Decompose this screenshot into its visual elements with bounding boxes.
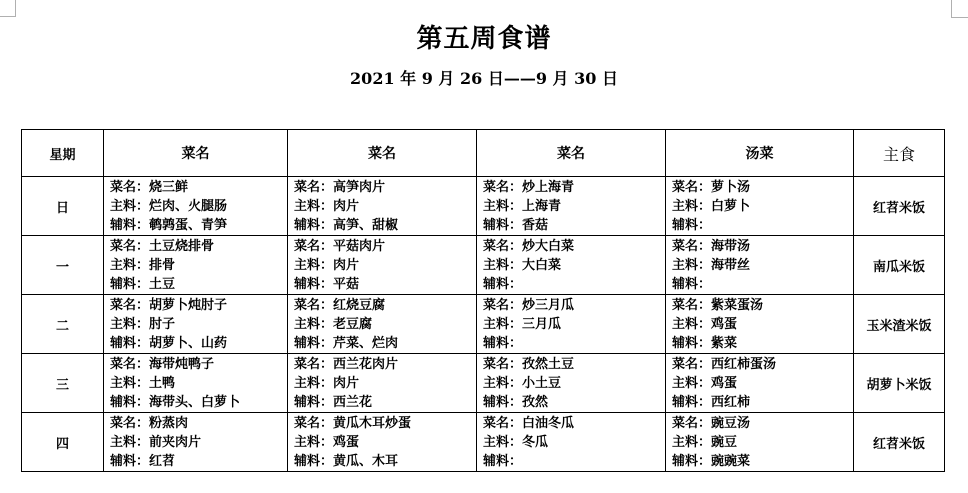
staple-cell: 南瓜米饭 xyxy=(854,236,945,295)
aux-ingredient: 辅料：胡萝卜、山药 xyxy=(110,335,228,351)
aux-ingredient: 辅料：高笋、甜椒 xyxy=(294,217,399,233)
dish-name: 菜名：西兰花肉片 xyxy=(294,356,399,372)
soup-cell xyxy=(666,177,854,236)
dish-cell xyxy=(104,295,288,354)
table-row xyxy=(22,177,945,236)
dish-details xyxy=(666,237,853,294)
main-ingredient: 主料：白萝卜 xyxy=(672,198,751,214)
header-soup: 汤菜 xyxy=(666,130,854,177)
dish-name: 菜名：平菇肉片 xyxy=(294,238,386,254)
soup-cell xyxy=(666,236,854,295)
dish-details xyxy=(666,178,853,235)
dish-details xyxy=(104,414,287,471)
aux-ingredient: 辅料： xyxy=(483,335,523,351)
header-row xyxy=(22,130,945,177)
dish-name: 菜名：西红柿蛋汤 xyxy=(672,356,777,372)
dish-details xyxy=(288,355,476,412)
dish-cell xyxy=(477,295,666,354)
aux-ingredient: 辅料：海带头、白萝卜 xyxy=(110,394,241,410)
page-corner-mark-left xyxy=(0,0,16,17)
dish-name: 菜名：土豆烧排骨 xyxy=(110,238,215,254)
page-corner-mark-right xyxy=(951,0,968,18)
dish-cell xyxy=(477,413,666,472)
main-ingredient: 主料：肉片 xyxy=(294,198,360,214)
dish-details xyxy=(477,355,665,412)
main-ingredient: 主料：海带丝 xyxy=(672,257,751,273)
dish-cell xyxy=(104,354,288,413)
dish-cell xyxy=(104,177,288,236)
aux-ingredient: 辅料：香菇 xyxy=(483,217,549,233)
staple-cell: 红苕米饭 xyxy=(854,413,945,472)
aux-ingredient: 辅料：西红柿 xyxy=(672,394,751,410)
header-staple: 主食 xyxy=(854,130,945,177)
dish-name: 菜名：炒大白菜 xyxy=(483,238,575,254)
main-ingredient: 主料：大白菜 xyxy=(483,257,562,273)
main-ingredient: 主料：前夹肉片 xyxy=(110,434,202,450)
staple-cell: 胡萝卜米饭 xyxy=(854,354,945,413)
aux-ingredient: 辅料：芹菜、烂肉 xyxy=(294,335,399,351)
table-row xyxy=(22,354,945,413)
dish-details xyxy=(477,296,665,353)
dish-details xyxy=(104,178,287,235)
main-ingredient: 主料：老豆腐 xyxy=(294,316,373,332)
dish-name: 菜名：豌豆汤 xyxy=(672,415,751,431)
day-cell: 一 xyxy=(22,236,104,295)
soup-cell xyxy=(666,354,854,413)
main-ingredient: 主料：三月瓜 xyxy=(483,316,562,332)
dish-name: 菜名：紫菜蛋汤 xyxy=(672,297,764,313)
main-ingredient: 主料：鸡蛋 xyxy=(672,316,738,332)
day-cell: 二 xyxy=(22,295,104,354)
main-ingredient: 主料：肉片 xyxy=(294,257,360,273)
dish-name: 菜名：海带汤 xyxy=(672,238,751,254)
soup-cell xyxy=(666,413,854,472)
table-row xyxy=(22,236,945,295)
main-ingredient: 主料：小土豆 xyxy=(483,375,562,391)
main-ingredient: 主料：土鸭 xyxy=(110,375,176,391)
aux-ingredient: 辅料：豌豌菜 xyxy=(672,453,751,469)
main-ingredient: 主料：鸡蛋 xyxy=(294,434,360,450)
dish-details xyxy=(477,414,665,471)
soup-cell xyxy=(666,295,854,354)
main-ingredient: 主料：鸡蛋 xyxy=(672,375,738,391)
dish-details xyxy=(288,178,476,235)
staple-cell: 玉米渣米饭 xyxy=(854,295,945,354)
menu-table xyxy=(21,129,945,472)
dish-cell xyxy=(288,236,477,295)
aux-ingredient: 辅料：红苕 xyxy=(110,453,176,469)
main-ingredient: 主料：肘子 xyxy=(110,316,176,332)
main-ingredient: 主料：肉片 xyxy=(294,375,360,391)
aux-ingredient: 辅料：黄瓜、木耳 xyxy=(294,453,399,469)
dish-name: 菜名：胡萝卜炖肘子 xyxy=(110,297,228,313)
main-ingredient: 主料：排骨 xyxy=(110,257,176,273)
aux-ingredient: 辅料：西兰花 xyxy=(294,394,373,410)
day-cell: 三 xyxy=(22,354,104,413)
table-row xyxy=(22,413,945,472)
dish-details xyxy=(288,414,476,471)
dish-cell xyxy=(477,236,666,295)
main-ingredient: 主料：豌豆 xyxy=(672,434,738,450)
dish-name: 菜名：孜然土豆 xyxy=(483,356,575,372)
dish-details xyxy=(666,355,853,412)
dish-cell xyxy=(104,413,288,472)
dish-name: 菜名：红烧豆腐 xyxy=(294,297,386,313)
aux-ingredient: 辅料：土豆 xyxy=(110,276,176,292)
dish-details xyxy=(477,237,665,294)
dish-cell xyxy=(288,177,477,236)
header-day: 星期 xyxy=(22,130,104,177)
day-cell: 四 xyxy=(22,413,104,472)
dish-name: 菜名：萝卜汤 xyxy=(672,179,751,195)
main-ingredient: 主料：上海青 xyxy=(483,198,562,214)
dish-cell xyxy=(288,295,477,354)
dish-name: 菜名：高笋肉片 xyxy=(294,179,386,195)
staple-cell: 红苕米饭 xyxy=(854,177,945,236)
aux-ingredient: 辅料：平菇 xyxy=(294,276,360,292)
header-dish-3: 菜名 xyxy=(477,130,666,177)
aux-ingredient: 辅料： xyxy=(483,276,523,292)
dish-details xyxy=(104,237,287,294)
dish-details xyxy=(104,296,287,353)
aux-ingredient: 辅料： xyxy=(672,276,712,292)
dish-cell xyxy=(288,354,477,413)
dish-name: 菜名：海带炖鸭子 xyxy=(110,356,215,372)
day-cell: 日 xyxy=(22,177,104,236)
dish-cell xyxy=(477,177,666,236)
dish-cell xyxy=(288,413,477,472)
aux-ingredient: 辅料： xyxy=(483,453,523,469)
dish-cell xyxy=(477,354,666,413)
aux-ingredient: 辅料： xyxy=(672,217,712,233)
aux-ingredient: 辅料：孜然 xyxy=(483,394,549,410)
dish-details xyxy=(288,296,476,353)
aux-ingredient: 辅料：鹌鹑蛋、青笋 xyxy=(110,217,228,233)
dish-details xyxy=(666,414,853,471)
dish-details xyxy=(477,178,665,235)
dish-name: 菜名：炒上海青 xyxy=(483,179,575,195)
table-row xyxy=(22,295,945,354)
dish-details xyxy=(104,355,287,412)
dish-details xyxy=(288,237,476,294)
dish-details xyxy=(666,296,853,353)
dish-name: 菜名：粉蒸肉 xyxy=(110,415,189,431)
main-ingredient: 主料：烂肉、火腿肠 xyxy=(110,198,228,214)
dish-name: 菜名：白油冬瓜 xyxy=(483,415,575,431)
date-range: 2021 年 9 月 26 日——9 月 30 日 xyxy=(350,69,618,88)
header-dish-2: 菜名 xyxy=(288,130,477,177)
main-ingredient: 主料：冬瓜 xyxy=(483,434,549,450)
dish-name: 菜名：烧三鲜 xyxy=(110,179,189,195)
header-dish-1: 菜名 xyxy=(104,130,288,177)
aux-ingredient: 辅料：紫菜 xyxy=(672,335,738,351)
dish-cell xyxy=(104,236,288,295)
page-title: 第五周食谱 xyxy=(416,24,552,54)
dish-name: 菜名：炒三月瓜 xyxy=(483,297,575,313)
dish-name: 菜名：黄瓜木耳炒蛋 xyxy=(294,415,412,431)
